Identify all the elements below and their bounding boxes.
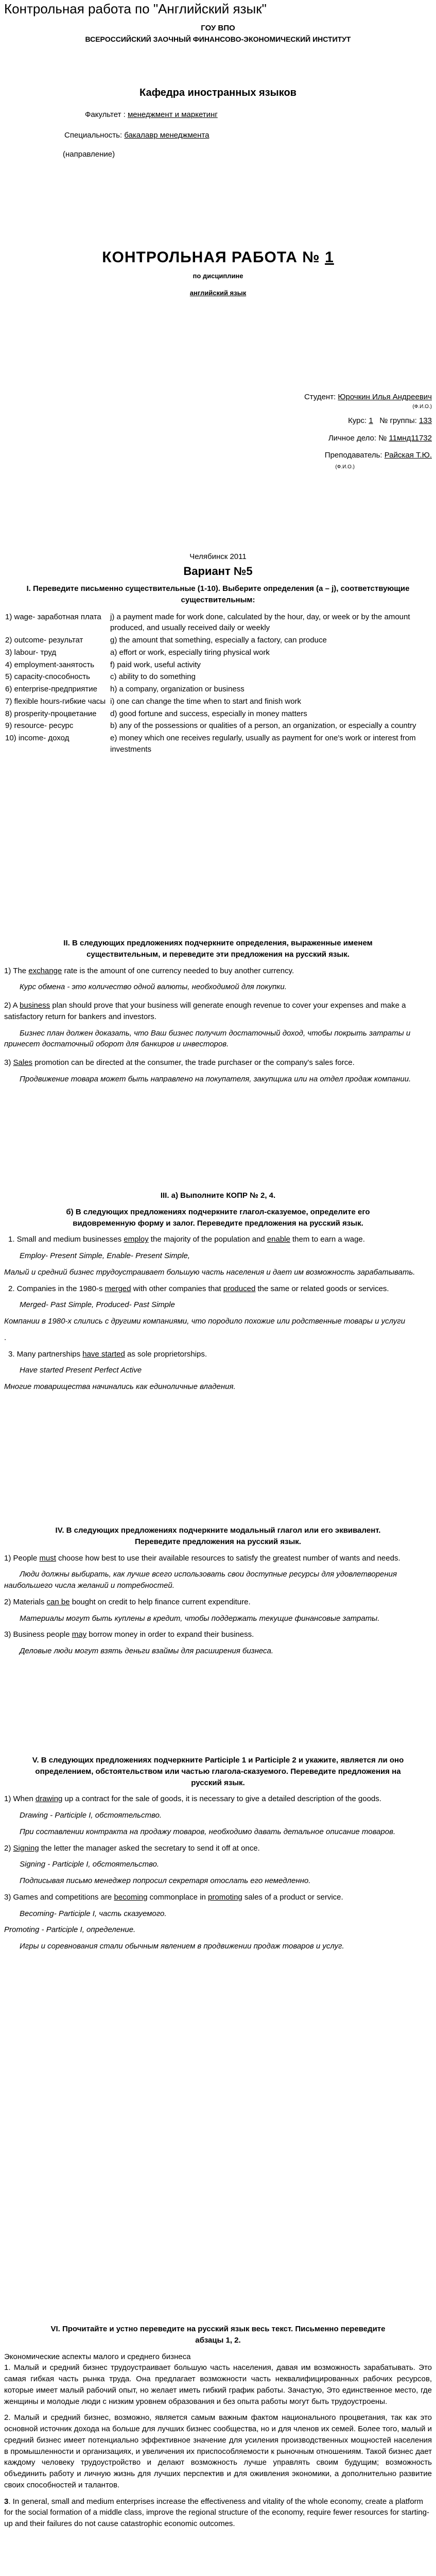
fio-note: (Ф.И.О.) — [412, 403, 432, 410]
definition-cell: j) a payment made for work done, calculated by the hour, day, or week or by the amount produced, and usually received daily or weekly — [110, 612, 410, 633]
underlined-verb: employ — [124, 1235, 149, 1244]
translation-ru: Подписывая письмо менеджер попросил секретаря отослать его немедленно. — [20, 1876, 311, 1885]
underlined-participle: becoming — [114, 1892, 148, 1902]
paragraph-3-text: . In general, small and medium enterprises increase the effectiveness and vitality of the whole economy, create a platform for the social formation of a middle class, improve the regional structure of the economy, require fewer resources for starting-up and their failures do not cause catastrophic economic outcomes. — [4, 2497, 429, 2528]
variant-title: Вариант №5 — [183, 565, 253, 578]
verb-form: Merged- Past Simple, Produced- Past Simple — [20, 1300, 175, 1310]
underlined-word: exchange — [28, 966, 62, 975]
student-label: Студент: — [304, 393, 336, 401]
dot-mark: . — [4, 1333, 7, 1342]
term-row — [4, 659, 432, 671]
sentence-part: borrow money in order to expand their business. — [86, 1630, 254, 1639]
paragraph-3-number: 3 — [4, 2497, 9, 2506]
department-title: Кафедра иностранных языков — [139, 87, 297, 98]
translation-ru: Продвижение товара может быть направлено на покупателя, закупщика или на отдел продаж компании. — [20, 1074, 411, 1083]
sentence-part: the letter the manager asked the secretary to send it off at once. — [39, 1843, 260, 1853]
term-row — [4, 634, 432, 647]
group-label: № группы: — [379, 416, 417, 425]
task-5 — [4, 1755, 432, 1957]
term-cell: 10) income- доход — [5, 734, 69, 742]
definition-cell: c) ability to do something — [110, 672, 196, 682]
course-value: 1 — [369, 416, 373, 425]
task-6 — [4, 2324, 432, 2535]
task-6-heading: VI. Прочитайте и устно переведите на русский язык весь текст. Письменно переведите абзацы 1, 2. — [50, 2325, 386, 2345]
terms-table — [4, 611, 432, 756]
specialty-label: Специальность: — [64, 131, 123, 140]
sentence-part: 1) When — [4, 1794, 36, 1804]
student-info — [4, 392, 432, 470]
definition-cell: i) one can change the time when to start and finish work — [110, 697, 302, 706]
underlined-participle: drawing — [35, 1794, 63, 1804]
sentence-part: promotion can be directed at the consumer, the trade purchaser or the company's sales force. — [32, 1058, 355, 1067]
sentence-en — [4, 1283, 432, 1295]
direction-note: (направление) — [63, 150, 115, 159]
underlined-verb: have started — [82, 1349, 125, 1359]
sentence-part: 2) A — [4, 1001, 20, 1010]
sentence-part: bought on credit to help finance current expenditure. — [69, 1597, 251, 1606]
sentence-part: 2) — [4, 1843, 13, 1853]
file-value: 11мнд11732 — [389, 433, 432, 443]
sentence-part: plan should prove that your business will generate enough revenue to cover your expenses and make a satisfactory return for bankers and investors. — [4, 1001, 406, 1021]
document-title: Контрольная работа по "Английский язык" — [4, 1, 267, 16]
sentence-part: 1. Small and medium businesses — [8, 1235, 124, 1244]
underlined-modal: may — [72, 1630, 87, 1639]
sentence-part: the same or related goods or services. — [255, 1284, 389, 1293]
work-title — [4, 246, 432, 269]
teacher-label: Преподаватель: — [324, 451, 382, 460]
task-4 — [4, 1525, 432, 1662]
english-paragraph-3 — [4, 2496, 432, 2530]
underlined-word: business — [20, 1001, 50, 1010]
course-label: Курс: — [348, 416, 367, 425]
translation-ru: Деловые люди могут взять деньги взаймы для расширения бизнеса. — [20, 1647, 274, 1655]
term-cell: 3) labour- труд — [5, 648, 57, 657]
faculty-label: Факультет : — [85, 110, 126, 119]
sentence-part: 3) Business people — [4, 1630, 72, 1639]
sentence-part: 3) — [4, 1058, 13, 1067]
translation-ru: Бизнес план должен доказать, что Ваш бизнес получит достаточный доход, чтобы покрыть затраты и принесет достаточный оборот для банкиров и инвесторов. — [4, 1028, 411, 1049]
sentence-en — [4, 1843, 432, 1854]
definition-cell: h) a company, organization or business — [110, 685, 245, 693]
sentence-part: as sole proprietorships. — [125, 1349, 207, 1359]
sentence-part: choose how best to use their available resources to satisfy the greatest number of wants and needs. — [56, 1553, 400, 1563]
sentence-part: 2. Companies in the 1980-s — [8, 1284, 105, 1293]
fio-note-2: (Ф.И.О.) — [335, 464, 355, 470]
city-year: Челябинск 2011 — [189, 552, 247, 561]
org-line-1: ГОУ ВПО — [201, 24, 235, 32]
translation-ru: Компании в 1980-х слились с другими компаниями, что породило похожие или родственные товары и услуги — [4, 1317, 406, 1326]
sentence-en — [4, 1234, 432, 1245]
sentence-part: commonplace in — [147, 1892, 208, 1902]
verb-form: Employ- Present Simple, Enable- Present Simple, — [20, 1251, 190, 1260]
sentence-part: 3) Games and competitions are — [4, 1892, 114, 1902]
underlined-verb: enable — [267, 1235, 290, 1244]
underlined-modal: can be — [46, 1597, 70, 1606]
participle-form: Drawing - Participle I, обстоятельство. — [20, 1811, 162, 1820]
sentence-en — [4, 1349, 432, 1360]
task-3-heading-a: III. a) Выполните КОПР № 2, 4. — [160, 1191, 276, 1200]
participle-form: Signing - Participle I, обстоятельство. — [20, 1860, 160, 1869]
sentence-part: 2) Materials — [4, 1597, 47, 1606]
term-cell: 4) employment-занятость — [5, 660, 95, 669]
work-title-text: КОНТРОЛЬНАЯ РАБОТА № — [102, 249, 320, 266]
sentence-part: with other companies that — [131, 1284, 223, 1293]
task-3-heading-b: б) В следующих предложениях подчеркните глагол-сказуемое, определите его видовременную форму и залог. Переведите предложения на русский язык. — [66, 1207, 370, 1228]
sentence-en — [4, 1057, 432, 1069]
term-row — [4, 671, 432, 683]
term-cell: 6) enterprise-предприятие — [5, 685, 97, 693]
term-row — [4, 720, 432, 732]
term-cell: 7) flexible hours-гибкие часы — [5, 697, 106, 706]
task-5-heading: V. В следующих предложениях подчеркните Participle 1 и Participle 2 и укажите, является ли оно определением, обстоятельством или частью глагола-сказуемого. Переведите предложения на русский язык. — [32, 1756, 404, 1787]
specialty-value: бакалавр менеджмента — [124, 131, 210, 140]
discipline-value: английский язык — [189, 289, 247, 297]
term-row — [4, 683, 432, 696]
translation-ru: Игры и соревнования стали обычным явлением в продвижении продаж товаров и услуг. — [20, 1942, 344, 1951]
term-row — [4, 611, 432, 635]
underlined-participle: Signing — [13, 1843, 39, 1853]
term-cell: 9) resource- ресурс — [5, 721, 74, 731]
sentence-part: rate is the amount of one currency needed to buy another currency. — [62, 966, 294, 975]
task-2-heading: II. В следующих предложениях подчеркните определения, выраженные именем существительным, и переведите эти предложения на русский язык. — [63, 939, 373, 959]
sentence-part: 1) The — [4, 966, 29, 975]
sentence-part: the majority of the population and — [148, 1235, 267, 1244]
underlined-participle: promoting — [208, 1892, 242, 1902]
student-name: Юрочкин Илья Андреевич — [338, 393, 432, 401]
translation-ru: Многие товарищества начинались как единоличные владения. — [4, 1382, 236, 1391]
discipline-label: по дисциплине — [193, 272, 243, 280]
group-value: 133 — [418, 416, 432, 425]
term-row — [4, 647, 432, 659]
sentence-en — [4, 1629, 432, 1640]
participle-form: Becoming- Participle I, часть сказуемого. — [20, 1909, 167, 1918]
underlined-word: Sales — [13, 1058, 33, 1067]
translation-ru: При составлении контракта на продажу товаров, необходимо давать детальное описание товаров. — [20, 1827, 396, 1836]
definition-cell: b) any of the possessions or qualities of a person, an organization, or especially a country — [110, 721, 416, 731]
sentence-part: 3. Many partnerships — [8, 1349, 83, 1359]
definition-cell: d) good fortune and success, especially in money matters — [110, 709, 307, 718]
sentence-en — [4, 1892, 432, 1903]
translation-ru: Курс обмена - это количество одной валюты, необходимой для покупки. — [20, 982, 287, 992]
participle-form: Promoting - Participle I, определение. — [4, 1925, 136, 1935]
definition-cell: a) effort or work, especially tiring physical work — [110, 648, 270, 657]
teacher-value: Райская Т.Ю. — [384, 451, 432, 460]
translated-paragraph-2: 2. Малый и средний бизнес, возможно, является самым важным фактом национального процветания, так как это основной источник дохода на больше для лучших бизнес сообщества, но и для членов их семей. Более того, малый и средний бизнес имеет потенциально эффективное значение для усиления производственных мощностей населения в промышленности и организациях, и увеличения их приспособляемости к рыночным отношениям. Такой бизнес дает каждому человеку трудоустройство и делают возможность лучше управлять своим будущим; возможность объединить работу и личную жизнь для лучших перспектив и для оживления экономики, а дополнительно развитие своих способностей и талантов. — [4, 2413, 432, 2489]
task-4-heading: IV. В следующих предложениях подчеркните модальный глагол или его эквивалент. Переведите предложения на русский язык. — [55, 1526, 381, 1546]
term-cell: 2) outcome- результат — [5, 636, 83, 645]
underlined-verb: produced — [223, 1284, 256, 1293]
task-1-heading: I. Переведите письменно существительные (1-10). Выберите определения (а – j), соответствующие существительным: — [26, 584, 410, 604]
org-line-2: ВСЕРОССИЙСКИЙ ЗАОЧНЫЙ ФИНАНСОВО-ЭКОНОМИЧЕСКИЙ ИНСТИТУТ — [85, 35, 351, 43]
term-cell: 1) wage- заработная плата — [5, 612, 101, 621]
translation-ru: Материалы могут быть куплены в кредит, чтобы поддержать текущие финансовые затраты. — [20, 1614, 380, 1623]
sentence-part: sales of a product or service. — [242, 1892, 343, 1902]
sentence-part: them to earn a wage. — [290, 1235, 365, 1244]
term-row — [4, 732, 432, 756]
term-row — [4, 708, 432, 720]
definition-cell: e) money which one receives regularly, usually as payment for one's work or interest from investments — [110, 734, 416, 754]
faculty-value: менеджмент и маркетинг — [127, 110, 218, 119]
sentence-part: 1) People — [4, 1553, 40, 1563]
translation-ru: Малый и средний бизнес трудоустраивает большую часть населения и дает им возможность зарабатывать. — [4, 1267, 415, 1277]
translated-paragraph-1: 1. Малый и средний бизнес трудоустраивает большую часть населения, давая им возможность зарабатывать. Это самая гибкая часть рынка труда. Она предлагает возможности часть неквалифицированных рабочих ресурсов, которые имеет малый рабочий опыт, но желает иметь гибкий график работы. Зачастую, Это единственное место, где женщины и молодые люди с низким уровнем образования и без опыта работы могут быть трудоустроены. — [4, 2363, 432, 2406]
sentence-en — [4, 965, 432, 977]
definition-cell: f) paid work, useful activity — [110, 660, 201, 669]
translation-ru: Люди должны выбирать, как лучше всего использовать свои доступные ресурсы для удовлетворения наибольшего числа желаний и потребностей. — [4, 1570, 397, 1590]
sentence-en — [4, 1000, 432, 1023]
task-2 — [4, 938, 432, 1092]
task-1 — [4, 583, 432, 756]
file-label: Личное дело: № — [328, 433, 387, 443]
sentence-en — [4, 1553, 432, 1564]
definition-cell: g) the amount that something, especially a factory, can produce — [110, 636, 327, 645]
work-number: 1 — [325, 249, 334, 266]
term-row — [4, 696, 432, 708]
faculty-line — [85, 109, 394, 121]
institution-header — [4, 23, 432, 44]
sentence-en — [4, 1597, 432, 1608]
verb-form: Have started Present Perfect Active — [20, 1366, 142, 1375]
task-3 — [4, 1190, 432, 1398]
sentence-part: up a contract for the sale of goods, it is necessary to give a detailed description of the goods. — [62, 1794, 381, 1804]
underlined-modal: must — [39, 1553, 56, 1563]
term-cell: 5) capacity-способность — [5, 672, 90, 682]
term-cell: 8) prosperity-процветание — [5, 709, 97, 718]
underlined-verb: merged — [104, 1284, 131, 1293]
specialty-line — [64, 130, 373, 141]
sentence-en — [4, 1793, 432, 1805]
text-subtitle: Экономические аспекты малого и среднего бизнеса — [4, 2352, 191, 2361]
